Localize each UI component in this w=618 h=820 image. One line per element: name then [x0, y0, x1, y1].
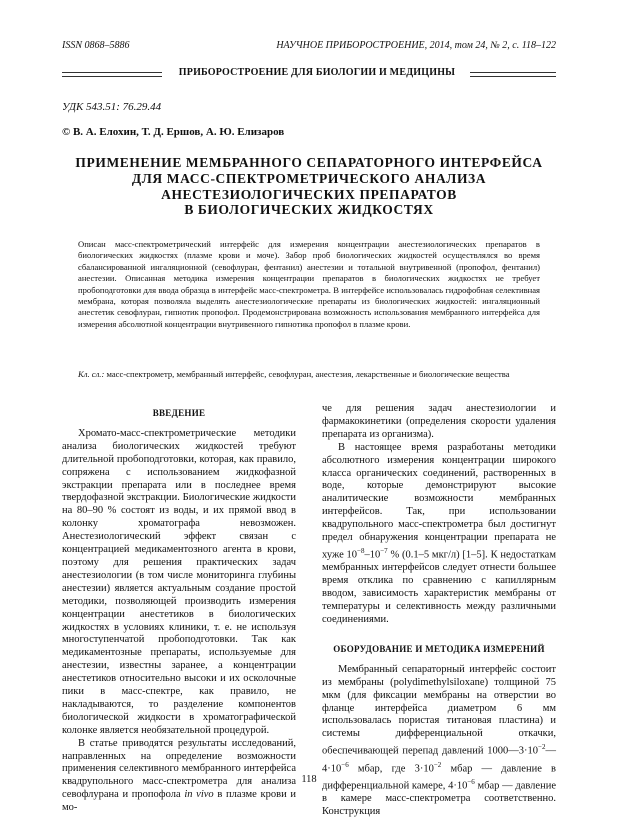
title-line: В БИОЛОГИЧЕСКИХ ЖИДКОСТЯХ — [184, 202, 434, 218]
authors: © В. А. Елохин, Т. Д. Ершов, А. Ю. Елизаров — [62, 126, 285, 138]
left-column — [62, 403, 296, 815]
article-title — [62, 155, 556, 218]
title-line: АНЕСТЕЗИОЛОГИЧЕСКИХ ПРЕПАРАТОВ — [161, 186, 457, 202]
equipment-paragraph-1: Мембранный сепараторный интерфейс состоит из мембраны (polydimethylsiloxane) толщиной 75 мкм (для фиксации мембраны на отверстии во фланце интерфейса диаметром 6 мм использовалась пористая титановая пластина) и системы дифференциальной откачки, обеспечивающей перепад давлений $1000—3\cdot 10^{-2}—4\cdot 10^{-6}$ мбар, где $3\cdot 10^{-2}$ мбар — давление в дифференциальной камере, $4\cdot 10^{-6}$ мбар — давление в камере масс-спектрометра соответственно. Конструкция — [322, 663, 556, 818]
keywords-label: Кл. сл.: — [78, 369, 105, 379]
equipment-heading: ОБОРУДОВАНИЕ И МЕТОДИКА ИЗМЕРЕНИЙ — [333, 643, 545, 654]
keywords — [78, 369, 540, 380]
abstract: Описан масс-спектрометрический интерфейс для измерения концентрации анестезиологических препаратов в биологических жидкостях (плазме крови и моче). Забор проб биологических жидкостей осуществлялся во время сбалансированной ингаляционной (севофлуран, фентанил) анестезии и тотальной внутривенной (пропофол, фентанил) анестезии. Описанная методика измерения концентрации препаратов в биологических жидкостях не требует пробоподготовки для ввода образца в интерфейс масс-спектрометра. В интерфейсе использовалась гидрофобная селективная мембрана, которая позволяла выделять анестезиологические препараты из биологических жидкостей: ингаляционный анестетик севофлуран, гипнотик пропофол. Продемонстрирована возможность использования мембранного интерфейса для измерения абсолютной концентрации внутривенного гипнотика пропофол в плазме крови. — [78, 239, 540, 329]
page-number: 118 — [301, 774, 317, 785]
intro-paragraph-2-continued: че для решения задач анестезиологии и фармакокинетики (определения скорости удаления препарата из организма). — [322, 403, 556, 440]
introduction-heading: ВВЕДЕНИЕ — [152, 408, 206, 418]
title-line: ПРИМЕНЕНИЕ МЕМБРАННОГО СЕПАРАТОРНОГО ИНТЕРФЕЙСА — [75, 155, 543, 170]
title-line: ДЛЯ МАСС-СПЕКТРОМЕТРИЧЕСКОГО АНАЛИЗА — [131, 170, 487, 186]
section-title: ПРИБОРОСТРОЕНИЕ ДЛЯ БИОЛОГИИ И МЕДИЦИНЫ — [178, 67, 456, 78]
intro-paragraph-1: Хромато-масс-спектрометрические методики анализа биологических жидкостей требуют длительной пробоподготовки, которая, как правило, сопряжена с использованием жидкофазной экстракции препарата или в последнее время твердофазной экстракции. Биологические жидкости на 80–90 % состоят из воды, и их прямой ввод в колонку хроматографа невозможен. Анестезиологический эффект связан с концентрацией медикаментозного агента в крови, поэтому для решения практических задач анестезиологии (в том числе мониторинга глубины анестезии) является актуальным создание простой методики, позволяющей производить измерения концентрации анестетиков в биологических жидкостях в условиях клиники, т. е. не используя многоступенчатой пробоподготовки. Так как медикаментозные препараты, используемые для анестезии, известны заранее, а концентрации анестетиков относительно высоки и их осколочные пики в масс-спектре, как правило, не накладываются, то разделение компонентов биологической жидкости в хроматографической колонке является необязательной процедурой. — [62, 427, 296, 736]
issn: ISSN 0868–5886 — [62, 40, 130, 51]
right-column — [322, 403, 556, 819]
section-rule-left — [62, 72, 162, 77]
intro-paragraph-3: В настоящее время разработаны методики абсолютного измерения концентрации широкого класса органических соединений, растворенных в воде, которые демонстрируют высокие аналитические возможности мембранных интерфейсов. Так, при использовании квадрупольного масс-спектрометра был достигнут предел обнаружения концентрации препарата не хуже $10^{-8}-10^{-7}$ % (0.1–5 мкг/л) [1–5]. К недостаткам мембранных интерфейсов следует отнести большее время отклика по сравнению с капиллярным вводом, зависимость характеристик мембраны от температуры и селективность между различными соединениями. — [322, 441, 556, 625]
running-header — [62, 40, 556, 54]
section-heading — [62, 67, 556, 81]
keywords-text: масс-спектрометр, мембранный интерфейс, севофлуран, анестезия, лекарственные и биологические вещества — [106, 369, 510, 379]
intro-paragraph-2: В статье приводятся результаты исследований, направленных на определение возможности применения селективного мембранного интерфейса квадрупольного масс-спектрометра для анализа севофлурана и пропофола in vivo в плазме крови и мо- — [62, 737, 297, 814]
section-rule-right — [470, 72, 556, 77]
journal-citation: НАУЧНОЕ ПРИБОРОСТРОЕНИЕ, 2014, том 24, № 2, с. 118–122 — [276, 40, 556, 51]
udc-code: УДК 543.51: 76.29.44 — [62, 101, 162, 113]
